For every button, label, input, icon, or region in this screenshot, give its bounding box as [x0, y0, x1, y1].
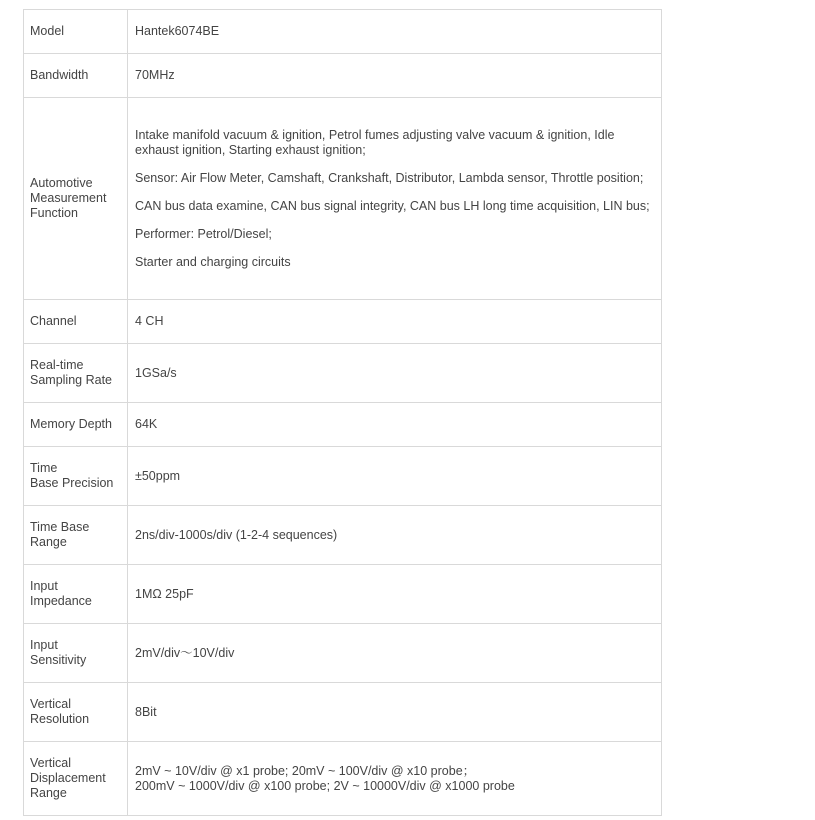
spec-label-text: Bandwidth	[30, 68, 89, 82]
spec-value	[128, 447, 662, 506]
spec-value	[128, 742, 662, 816]
spec-label-text: Input	[30, 579, 58, 593]
spec-label-text: Base Precision	[30, 476, 114, 490]
spec-label-text: Automotive	[30, 176, 93, 190]
spec-value	[128, 98, 662, 300]
table-row	[24, 403, 662, 447]
spec-value-text: Hantek6074BE	[135, 24, 220, 38]
spec-label-text: Vertical	[30, 756, 71, 770]
spec-value-text: ±50ppm	[135, 468, 181, 483]
spec-label	[24, 506, 128, 565]
spec-value	[128, 300, 662, 344]
table-row	[24, 506, 662, 565]
spec-value-text: CAN bus data examine, CAN bus signal integrity, CAN bus LH long time acquisition, LIN bus;	[135, 198, 650, 213]
spec-label-text: Function	[30, 206, 78, 220]
spec-label-text: Displacement	[30, 771, 106, 785]
spec-value-text: Sensor: Air Flow Meter, Camshaft, Crankshaft, Distributor, Lambda sensor, Throttle position;	[135, 170, 644, 185]
spec-label	[24, 54, 128, 98]
spec-label	[24, 565, 128, 624]
table-row	[24, 565, 662, 624]
table-row	[24, 98, 662, 300]
spec-label-text: Real-time	[30, 358, 84, 372]
table-row	[24, 10, 662, 54]
spec-value	[128, 565, 662, 624]
spec-label-text: Vertical	[30, 697, 71, 711]
spec-value	[128, 624, 662, 683]
spec-label-text: Resolution	[30, 712, 90, 726]
table-row	[24, 300, 662, 344]
spec-value-text: Starter and charging circuits	[135, 254, 291, 269]
spec-label-text: Range	[30, 535, 67, 549]
table-row	[24, 742, 662, 816]
spec-value-text: 8Bit	[135, 704, 157, 719]
spec-label-text: Measurement	[30, 191, 107, 205]
spec-value-text: 70MHz	[135, 68, 175, 82]
spec-label-text: Range	[30, 786, 67, 800]
spec-label-text: Input	[30, 638, 58, 652]
table-row	[24, 54, 662, 98]
spec-label-text: Sampling Rate	[30, 373, 112, 387]
spec-label-text: Time Base	[30, 520, 90, 534]
spec-value-text: 1MΩ 25pF	[135, 586, 194, 601]
table-row	[24, 447, 662, 506]
spec-label	[24, 624, 128, 683]
spec-table	[23, 9, 662, 816]
spec-value-text: Intake manifold vacuum & ignition, Petrol fumes adjusting valve vacuum & ignition, Idle exhaust ignition, Starting exhaust ignition;	[135, 127, 615, 157]
spec-value-text: 64K	[135, 417, 158, 431]
spec-label-text: Model	[30, 24, 65, 38]
spec-value-text: 4 CH	[135, 314, 164, 328]
spec-value	[128, 403, 662, 447]
spec-label	[24, 403, 128, 447]
spec-label-text: Time	[30, 461, 58, 475]
spec-label	[24, 98, 128, 300]
spec-value-text: Performer: Petrol/Diesel;	[135, 226, 272, 241]
spec-label-text: Sensitivity	[30, 653, 87, 667]
table-row	[24, 344, 662, 403]
spec-value-text: 2mV ~ 10V/div @ x1 probe; 20mV ~ 100V/div @ x10 probe；	[135, 763, 476, 778]
spec-value-text: 2ns/div-1000s/div (1-2-4 sequences)	[135, 527, 338, 542]
spec-label-text: Impedance	[30, 594, 92, 608]
table-row	[24, 683, 662, 742]
spec-value	[128, 344, 662, 403]
spec-label	[24, 344, 128, 403]
spec-label-text: Channel	[30, 314, 77, 328]
spec-label	[24, 742, 128, 816]
spec-value-text: 1GSa/s	[135, 365, 177, 380]
spec-value-text: 2mV/div～10V/div	[135, 645, 235, 660]
spec-value	[128, 683, 662, 742]
table-row	[24, 624, 662, 683]
spec-label	[24, 683, 128, 742]
spec-label	[24, 300, 128, 344]
spec-value	[128, 54, 662, 98]
spec-value	[128, 10, 662, 54]
spec-label	[24, 447, 128, 506]
spec-value-text: 200mV ~ 1000V/div @ x100 probe; 2V ~ 10000V/div @ x1000 probe	[135, 778, 515, 793]
spec-label-text: Memory Depth	[30, 417, 112, 431]
spec-value	[128, 506, 662, 565]
spec-label	[24, 10, 128, 54]
